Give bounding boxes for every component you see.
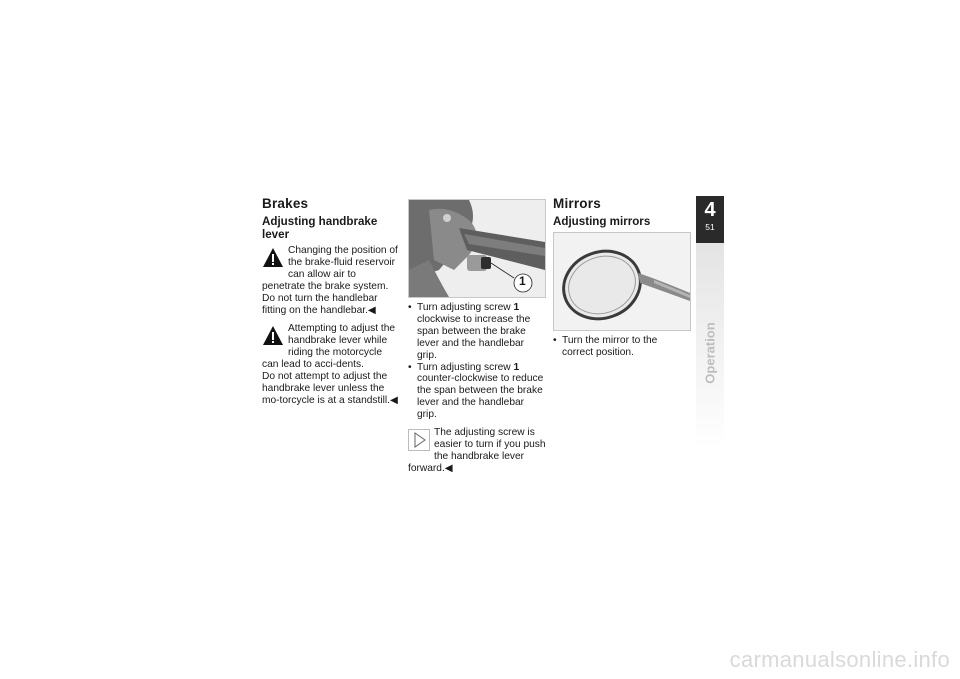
chapter-number: 4: [704, 199, 716, 221]
handbrake-lever-figure: [408, 199, 546, 298]
note-text: The adjusting screw is easier to turn if you push the handbrake lever forward.◀: [408, 427, 546, 474]
chapter-tab: [696, 196, 724, 448]
subsection-title-handbrake: Adjusting handbrake lever: [262, 215, 378, 241]
brakes-section: [262, 196, 398, 414]
subsection-title-mirrors: Adjusting mirrors: [553, 215, 651, 228]
figure-callout-1: 1: [519, 274, 526, 288]
chapter-label-strip: [696, 243, 724, 448]
chapter-label: Operation: [702, 322, 718, 384]
list-item: [553, 335, 690, 359]
step-1-text: Turn adjusting screw: [417, 302, 511, 313]
chapter-box: [696, 196, 724, 243]
lever-adjust-column: [408, 199, 546, 475]
warning-box-2: [262, 323, 398, 406]
warning-box-1: [262, 245, 398, 316]
step-2-text: Turn adjusting screw: [417, 361, 511, 373]
warning-1-instruction: Do not turn the handlebar fitting on the handlebar.◀: [262, 292, 378, 316]
lever-steps-list: [408, 302, 546, 421]
note-arrow-icon: [408, 429, 430, 451]
step-1-ref: 1: [513, 302, 520, 313]
step-1-rest: clockwise to increase the span between the brake lever and the handlebar grip.: [417, 313, 531, 361]
mirror-steps-list: [553, 335, 690, 359]
section-title-brakes: Brakes: [262, 196, 309, 211]
mirror-figure: [553, 232, 691, 331]
warning-triangle-icon: [262, 325, 284, 347]
warning-triangle-icon: [262, 247, 284, 269]
page-number: 51: [705, 222, 715, 232]
warning-1-text: Changing the position of the brake-fluid reservoir can allow air to penetrate the brake system.: [262, 245, 398, 292]
warning-2-instruction: Do not attempt to adjust the handbrake lever unless the mo-torcycle is at a standstill.◀: [262, 371, 398, 406]
list-item: [408, 362, 546, 422]
mirrors-section: [553, 196, 690, 359]
mirror-illustration: [554, 233, 690, 330]
watermark: carmanualsonline.info: [729, 647, 950, 672]
section-title-mirrors: Mirrors: [553, 196, 601, 211]
mirror-step-1: Turn the mirror to the correct position.: [562, 335, 658, 358]
step-2-rest: counter-clockwise to reduce the span between the brake lever and the handlebar grip.: [417, 373, 544, 421]
note-box: [408, 427, 546, 475]
list-item: [408, 302, 546, 362]
step-2-ref: 1: [513, 361, 520, 373]
warning-2-text: Attempting to adjust the handbrake lever while riding the motorcycle can lead to acci-dents.: [262, 323, 396, 371]
